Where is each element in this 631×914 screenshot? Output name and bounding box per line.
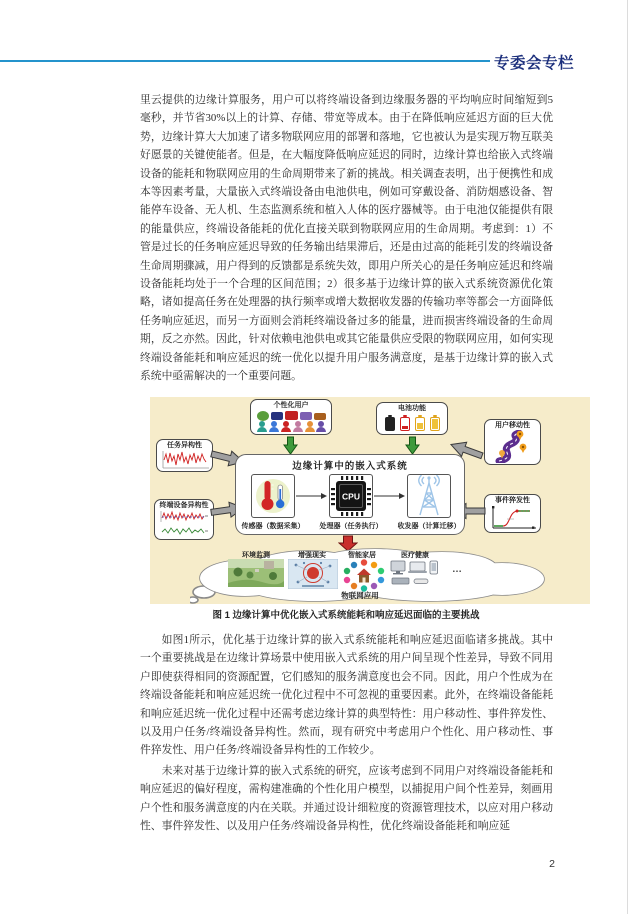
transceiver-component-box (407, 474, 451, 518)
augmented-reality-label: 增强现实 (298, 552, 326, 559)
task-signal-chart-icon (157, 450, 212, 471)
battery-icons (377, 417, 447, 431)
task-heterogeneity-label: 任务异构性 (167, 442, 202, 449)
header-rule (0, 60, 490, 62)
figure-caption: 图 1 边缘计算中优化嵌入式系统能耗和响应延迟面临的主要挑战 (212, 610, 480, 621)
medical-health-label: 医疗健康 (401, 552, 429, 559)
device-signal-chart-icon (155, 510, 213, 538)
arrow-battery-to-system (405, 436, 420, 455)
embedded-system-title: 边缘计算中的嵌入式系统 (292, 461, 408, 472)
battery-high-icon (430, 417, 440, 431)
augmented-reality-image (288, 559, 338, 589)
sensor-component-box (251, 474, 295, 518)
battery-label: 电池功能 (398, 405, 426, 412)
smart-home-image (340, 559, 388, 592)
personalized-users-box (250, 399, 332, 435)
page-edge-line (627, 0, 628, 914)
medical-health-image (390, 559, 444, 586)
transceiver-label: 收发器（计算迁移） (397, 523, 461, 530)
cpu-component-box (329, 474, 373, 518)
iot-cloud (190, 546, 550, 604)
winding-road-icon (485, 430, 540, 463)
battery-half-icon (415, 417, 425, 431)
sensor-label: 传感器（数据采集） (241, 523, 305, 530)
figure-1 (150, 397, 590, 604)
antenna-tower-icon (409, 475, 449, 517)
personalized-users-label: 个性化用户 (273, 402, 309, 409)
device-heterogeneity-label: 终端设备异构性 (159, 502, 209, 509)
cpu-chip-text: CPU (342, 491, 360, 502)
more-apps-ellipsis: … (452, 564, 462, 575)
battery-low-icon (400, 417, 410, 431)
battery-full-icon (385, 417, 395, 431)
paragraph-2: 如图1所示，优化基于边缘计算的嵌入式系统能耗和响应延迟面临诸多挑战。其中一个重要挑战是在边缘计算场景中使用嵌入式系统的用户间呈现个性差异，导致不同用户即使获得相同的资源配置，它们感知的服务满意度也会不同。因此，用户个性成为在终端设备能耗和响应延迟统一优化过程中不可忽视的重要因素。此外，在终端设备能耗和响应延迟统一优化过程中还需考虑边缘计算的典型特性：用户移动性、事件猝发性、以及用户任务/终端设备异构性。然而，现有研究中考虑用户个性化、用户移动性、事件猝发性、用户任务/终端设备异构性的工作较少。 (140, 634, 553, 757)
column-title: 专委会专栏 (494, 55, 575, 72)
page-number: 2 (549, 858, 555, 870)
iot-cloud-label: 物联网应用 (341, 591, 379, 600)
device-heterogeneity-box (154, 499, 214, 540)
paragraph-1: 里云提供的边缘计算服务，用户可以将终端设备到边缘服务器的平均响应时间缩短到5毫秒，并节省30%以上的计算、存储、带宽等成本。由于在降低响应延迟方面的巨大优势，边缘计算大大加速了诸多物联网应用的部署和落地，它也被认为是实现万物互联美好愿景的关键使能者。但是，在大幅度降低响应延迟的同时，边缘计算也给嵌入式终端设备的能耗和物联网应用的生命周期带来了新的挑战。相关调查表明，出于便携性和成本等因素考量，大量嵌入式终端设备由电池供电，例如可穿戴设备、消防烟感设备、智能停车设备、无人机、生态监测系统和植入人体的医疗器械等。由于电池仅能提供有限的能量供应，终端设备能耗的优化直接关联到物联网应用的生命周期。考虑到：1）不管是过长的任务响应延迟导致的任务输出结果滞后，还是由过高的能耗引发的终端设备生命周期骤减，用户得到的反馈都是系统失效，即用户所关心的是任务响应延迟和终端设备能耗均处于一个合理的区间范围；2）很多基于边缘计算的嵌入式系统资源优化策略，诸如提高任务在处理器的执行频率或增大数据收发器的传输功率等都会一方面降低任务响应延迟，而另一方面则会消耗终端设备过多的能量，进而损害终端设备的生命周期，反之亦然。因此，针对依赖电池供电或其它能量供应受限的物联网应用，如何实现终端设备能耗和响应延迟的统一优化以提升用户服务满意度，是基于边缘计算的嵌入式系统中亟需解决的一个重要问题。 (140, 94, 553, 383)
embedded-system-box (235, 454, 465, 535)
smart-home-label: 智能家居 (348, 552, 376, 559)
task-heterogeneity-box (156, 439, 213, 472)
arrow-cpu-to-transceiver (374, 492, 406, 500)
arrow-users-to-system (283, 436, 298, 455)
arrow-sensor-to-cpu (296, 492, 328, 500)
user-crowd-icon (251, 410, 331, 433)
thermometer-sensor-icon (253, 476, 293, 516)
user-mobility-label: 用户移动性 (495, 422, 530, 429)
cpu-chip-icon (330, 475, 372, 517)
event-burstiness-box (484, 494, 541, 533)
event-burstiness-label: 事件猝发性 (495, 497, 530, 504)
paragraph-3: 未来对基于边缘计算的嵌入式系统的研究，应该考虑到不同用户对终端设备能耗和响应延迟的偏好程度，需构建准确的个性化用户模型，以捕捉用户间个性差异，刻画用户个性和服务满意度的内在关联。并通过设计细粒度的资源管理技术，以应对用户移动性、事件猝发性、以及用户任务/终端设备异构性，优化终端设备能耗和响应延 (140, 765, 553, 833)
processor-label: 处理器（任务执行） (319, 523, 383, 530)
env-monitoring-image (228, 559, 284, 587)
env-monitoring-label: 环境监测 (242, 552, 270, 559)
event-scurve-chart-icon (485, 505, 540, 531)
user-mobility-box (484, 419, 541, 465)
battery-box (376, 402, 448, 435)
